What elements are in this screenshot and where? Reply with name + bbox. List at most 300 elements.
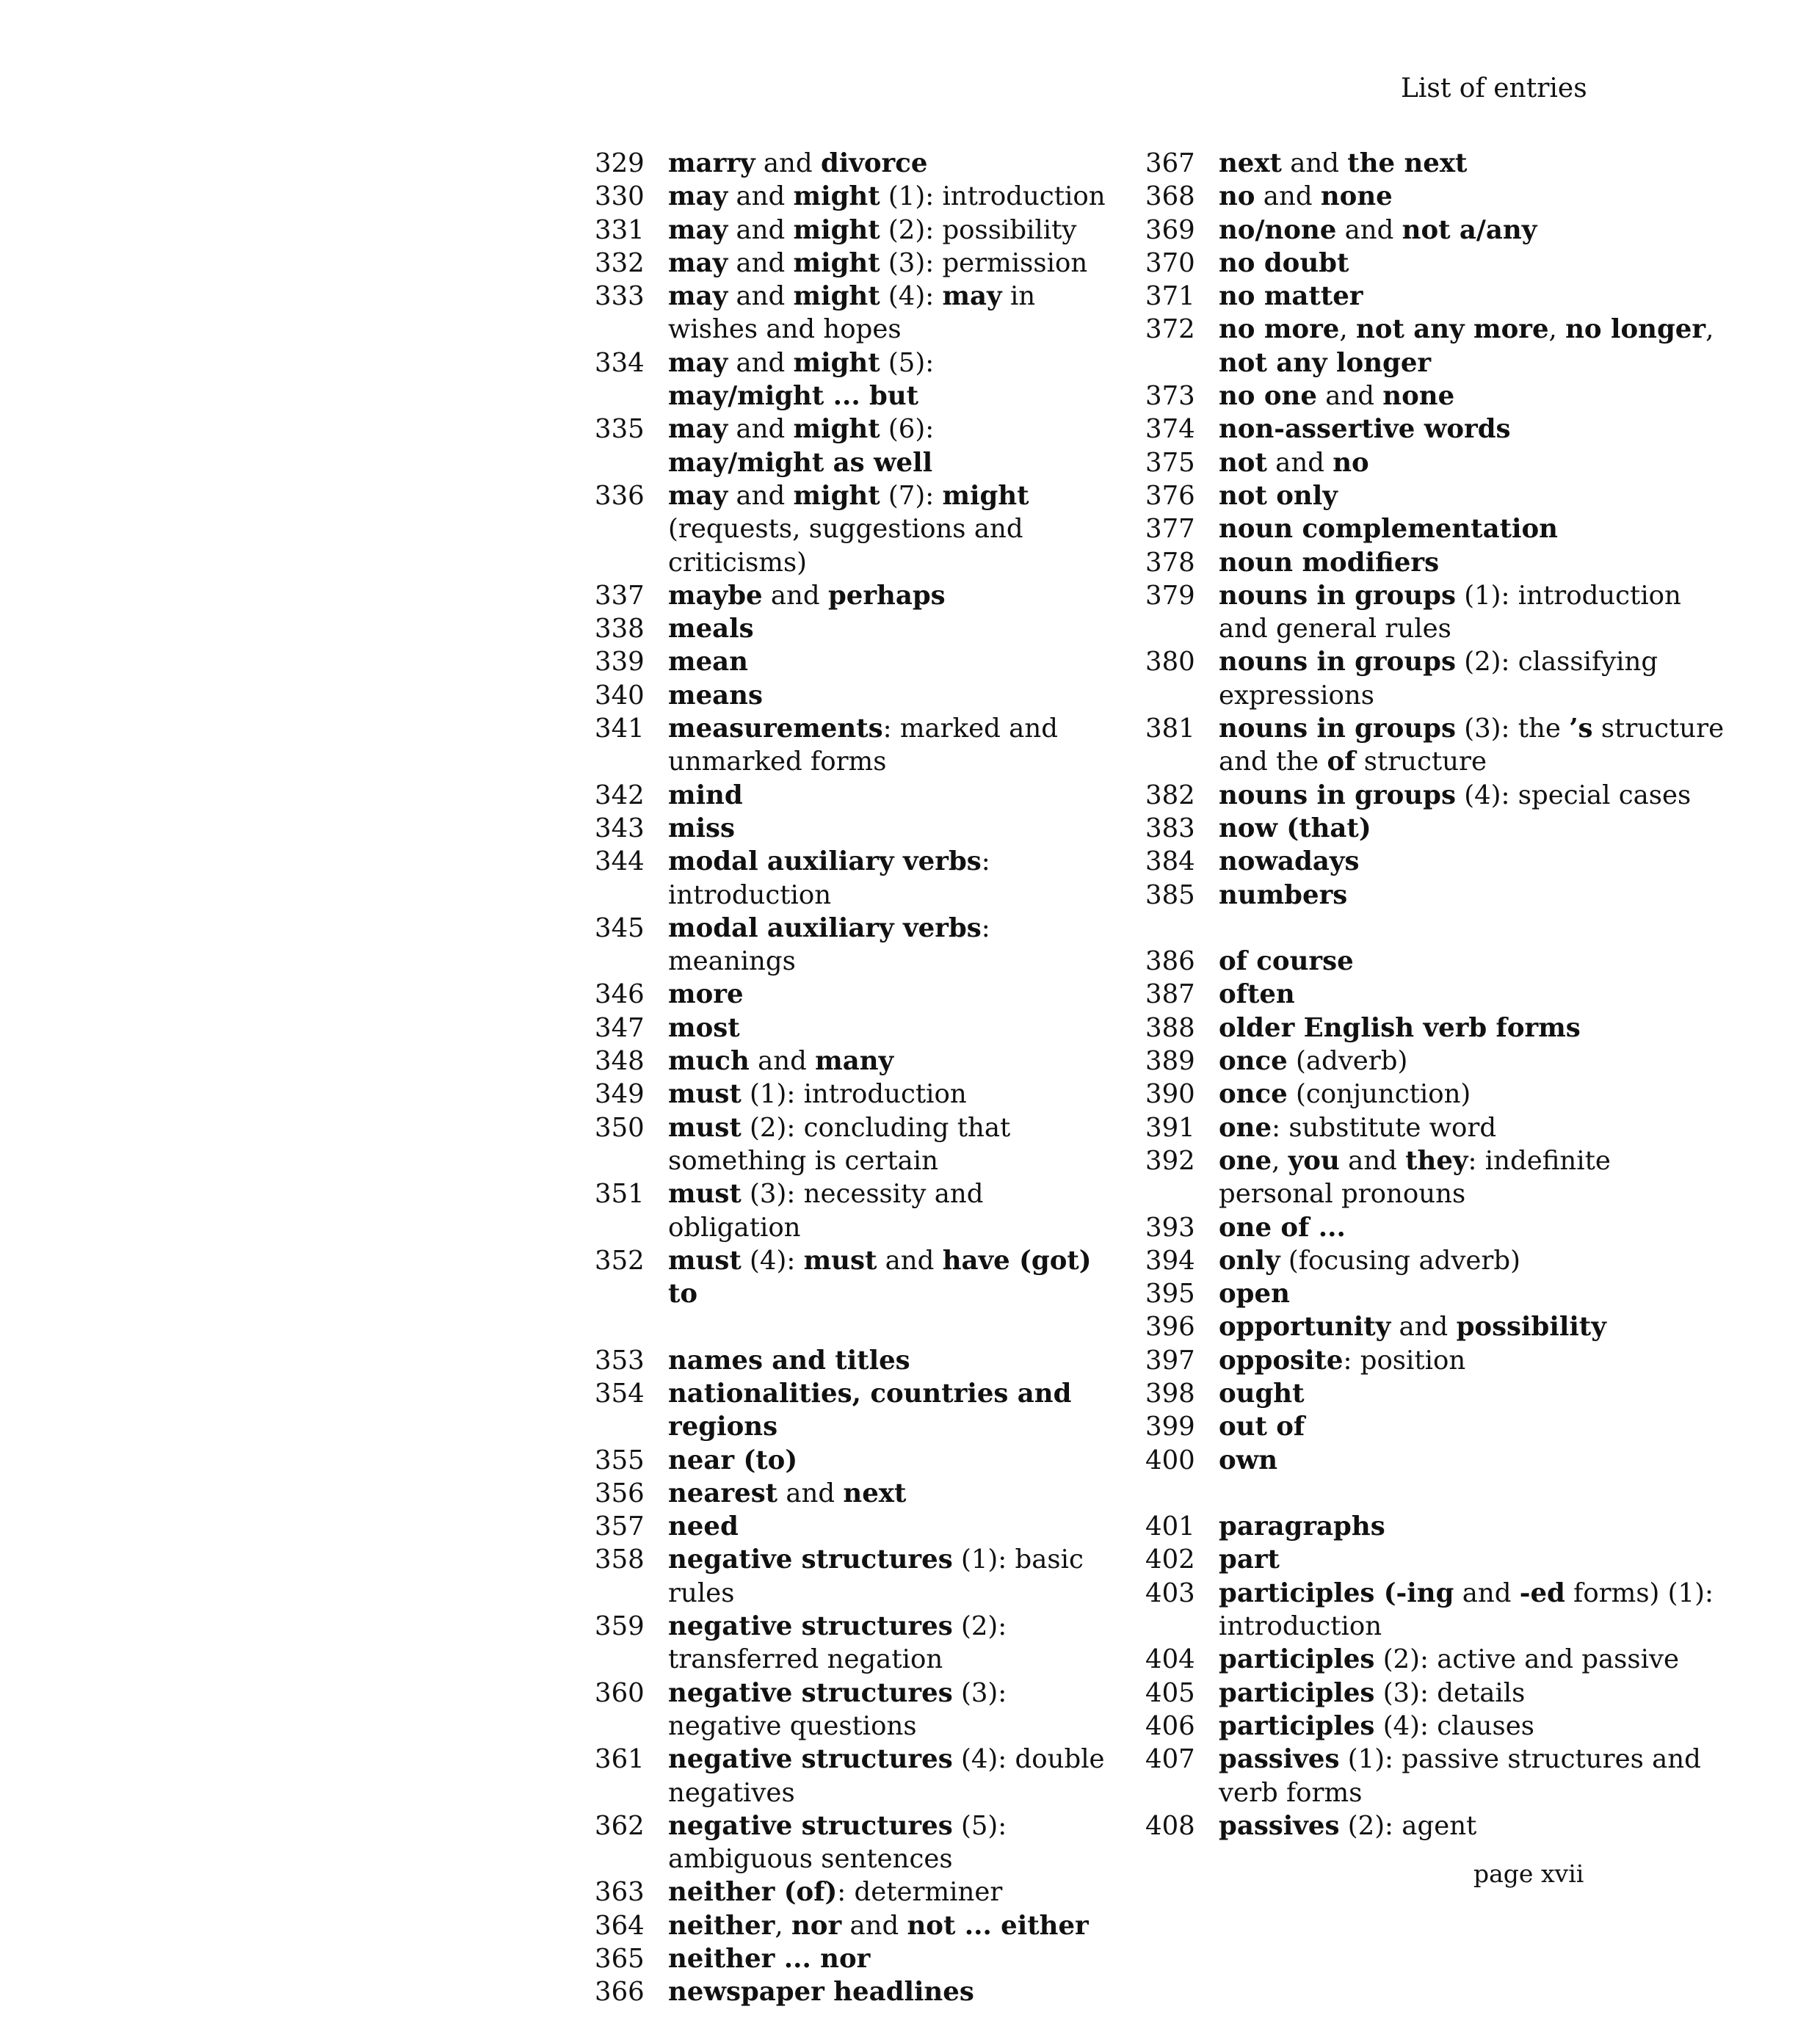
entry-keyword: need (668, 1511, 739, 1542)
entry-keyword: participles (-ing (1219, 1577, 1454, 1608)
entry-keyword: no matter (1219, 281, 1363, 312)
entry-text: and (728, 181, 794, 212)
entry-title (1219, 546, 1733, 579)
entry-row (1145, 247, 1733, 280)
entry-row (1145, 479, 1733, 512)
entry-number: 331 (595, 214, 645, 245)
entry-keyword: paragraphs (1219, 1511, 1385, 1542)
entry-row (595, 1477, 1123, 1510)
entry-keyword: nowadays (1219, 846, 1360, 877)
entry-text: and (777, 1478, 844, 1508)
entry-title (668, 645, 1123, 678)
entry-keyword: only (1219, 1245, 1280, 1276)
entry-text: (1): basic rules (668, 1544, 1084, 1608)
entry-text: (3): the (1455, 714, 1570, 744)
entry-text: (5): (880, 347, 935, 378)
entry-number: 337 (595, 580, 645, 611)
entry-title (1219, 313, 1733, 380)
entry-keyword: modal auxiliary verbs (668, 912, 982, 943)
entry-text: and (728, 414, 794, 445)
entry-keyword: no/none (1219, 214, 1337, 245)
entry-number: 346 (595, 979, 645, 1010)
entry-text: (adverb) (1287, 1046, 1408, 1077)
entry-row (595, 712, 1123, 779)
section-gap (1145, 1477, 1733, 1510)
entry-row (595, 247, 1123, 280)
entry-keyword: own (1219, 1445, 1278, 1475)
entry-number: 357 (595, 1511, 645, 1542)
entry-text: (2): transferred negation (668, 1611, 1007, 1675)
entry-keyword: might (793, 247, 880, 278)
page-header: List of entries (1401, 73, 1587, 104)
entry-text: : determiner (837, 1877, 1003, 1908)
entry-row (595, 1078, 1123, 1111)
entry-number: 368 (1145, 181, 1195, 212)
entry-number: 352 (595, 1245, 645, 1276)
entry-number: 401 (1145, 1511, 1195, 1542)
entry-row (595, 346, 1123, 413)
entry-text: (1): introduction and general rules (1219, 580, 1681, 644)
entry-keyword: might (793, 414, 880, 445)
entry-keyword: no (1333, 447, 1369, 478)
entry-number: 399 (1145, 1412, 1195, 1442)
entry-keyword: once (1219, 1046, 1288, 1077)
entry-number: 381 (1145, 714, 1195, 744)
entry-keyword: may (668, 414, 728, 445)
entry-keyword: may/might ... but (668, 381, 919, 412)
entry-number: 377 (1145, 514, 1195, 545)
entry-title (668, 1809, 1123, 1876)
entry-number: 370 (1145, 247, 1195, 278)
entry-row (1145, 1377, 1733, 1410)
entry-row (1145, 1111, 1733, 1144)
entry-keyword: one (1219, 1145, 1272, 1176)
entry-keyword: may (942, 281, 1002, 312)
entry-title (668, 247, 1123, 280)
entry-text: : meanings (668, 912, 990, 977)
entry-keyword: nationalities, countries and regions (668, 1378, 1072, 1442)
entry-title (668, 1543, 1123, 1610)
entry-keyword: nouns in groups (1219, 714, 1456, 744)
entry-title (1219, 1710, 1733, 1743)
entry-row (1145, 280, 1733, 313)
entry-number: 391 (1145, 1112, 1195, 1143)
entry-row (1145, 945, 1733, 978)
entry-number: 393 (1145, 1212, 1195, 1243)
entry-text: and (728, 214, 794, 245)
entry-number: 383 (1145, 813, 1195, 843)
entry-title (1219, 1144, 1733, 1211)
entry-keyword: nouns in groups (1219, 580, 1456, 611)
entry-row (1145, 645, 1733, 712)
entry-row (595, 1177, 1123, 1244)
entry-number: 330 (595, 181, 645, 212)
entry-number: 343 (595, 813, 645, 843)
entry-row (1145, 1045, 1733, 1078)
entry-title (668, 479, 1123, 579)
entry-number: 389 (1145, 1046, 1195, 1077)
entry-keyword: newspaper headlines (668, 1977, 974, 2008)
entry-number: 382 (1145, 780, 1195, 810)
entry-keyword: no one (1219, 381, 1317, 412)
entry-text: (3): negative questions (668, 1677, 1007, 1741)
entry-keyword: negative structures (668, 1544, 953, 1575)
entry-title (668, 1377, 1123, 1444)
entry-row (595, 812, 1123, 845)
entry-title (1219, 180, 1733, 213)
entry-title (668, 413, 1123, 479)
entry-number: 359 (595, 1611, 645, 1642)
entry-text: and (1336, 214, 1402, 245)
entry-keyword: may (668, 480, 728, 511)
entry-title (668, 845, 1123, 912)
entry-title (1219, 812, 1733, 845)
entry-keyword: part (1219, 1544, 1280, 1575)
entry-title (1219, 779, 1733, 812)
entry-keyword: most (668, 1012, 740, 1043)
entry-text: , (1339, 314, 1356, 345)
entry-number: 404 (1145, 1644, 1195, 1675)
entry-keyword: participles (1219, 1644, 1375, 1675)
entry-row (1145, 1543, 1733, 1576)
entry-title (668, 1743, 1123, 1809)
entry-keyword: out of (1219, 1412, 1305, 1442)
entry-text: : introduction (668, 846, 990, 910)
entry-number: 360 (595, 1677, 645, 1708)
entry-title (1219, 1277, 1733, 1310)
entry-row (595, 1111, 1123, 1178)
entry-title (1219, 1377, 1733, 1410)
entry-keyword: divorce (820, 148, 928, 178)
entry-row (1145, 546, 1733, 579)
entry-keyword: miss (668, 813, 736, 843)
entry-number: 406 (1145, 1710, 1195, 1741)
entry-number: 400 (1145, 1445, 1195, 1475)
entry-row (1145, 1643, 1733, 1676)
entry-title (1219, 1111, 1733, 1144)
entry-keyword: nearest (668, 1478, 778, 1508)
entry-text: (2): classifying expressions (1219, 647, 1658, 711)
entry-title (668, 214, 1123, 247)
entry-number: 375 (1145, 447, 1195, 478)
entry-keyword: must (668, 1245, 742, 1276)
entry-number: 374 (1145, 414, 1195, 445)
entry-row (595, 1876, 1123, 1909)
entry-number: 333 (595, 281, 645, 312)
entry-row (1145, 1012, 1733, 1045)
entry-row (1145, 845, 1733, 878)
entry-row (595, 579, 1123, 612)
entry-title (668, 1045, 1123, 1078)
section-gap (595, 1310, 1123, 1343)
entry-number: 390 (1145, 1079, 1195, 1110)
entry-keyword: none (1382, 381, 1455, 412)
entry-row (1145, 978, 1733, 1011)
entry-text: and (755, 148, 821, 178)
entry-title (668, 1477, 1123, 1510)
entry-number: 407 (1145, 1744, 1195, 1775)
entry-text: (4): clauses (1374, 1710, 1534, 1741)
entry-row (595, 1377, 1123, 1444)
entry-title (1219, 1743, 1733, 1809)
entry-text: in wishes and hopes (668, 281, 1036, 345)
entry-title (668, 1244, 1123, 1311)
entry-keyword: of course (1219, 946, 1354, 977)
entry-text: and (1339, 1145, 1406, 1176)
entry-text: and (1281, 148, 1348, 178)
entry-row (1145, 1677, 1733, 1710)
entry-title (1219, 845, 1733, 878)
entry-text: forms) (1): introduction (1219, 1577, 1714, 1642)
entry-number: 341 (595, 714, 645, 744)
entry-keyword: may (668, 347, 728, 378)
entry-number: 362 (595, 1810, 645, 1841)
entry-keyword: must (668, 1179, 742, 1210)
entry-title (1219, 214, 1733, 247)
entry-keyword: neither (of) (668, 1877, 838, 1908)
entry-number: 335 (595, 414, 645, 445)
entry-keyword: now (that) (1219, 813, 1371, 843)
entry-title (1219, 1809, 1733, 1842)
entry-row (1145, 512, 1733, 545)
entry-number: 338 (595, 614, 645, 644)
entry-text: and (1454, 1577, 1520, 1608)
entry-title (1219, 978, 1733, 1011)
entry-keyword: not a/any (1402, 214, 1537, 245)
entry-number: 379 (1145, 580, 1195, 611)
entry-row (1145, 1277, 1733, 1310)
entry-title (1219, 1577, 1733, 1644)
entry-keyword: not ... either (907, 1910, 1089, 1941)
entry-keyword: must (803, 1245, 877, 1276)
entry-row (1145, 1577, 1733, 1644)
entry-number: 349 (595, 1079, 645, 1110)
entry-keyword: might (793, 480, 880, 511)
entry-text: (2): possibility (880, 214, 1077, 245)
entry-keyword: of (1327, 747, 1356, 777)
entry-number: 386 (1145, 946, 1195, 977)
entry-row (595, 779, 1123, 812)
entry-title (668, 1942, 1123, 1975)
entry-title (1219, 1211, 1733, 1244)
entry-row (1145, 1144, 1733, 1211)
entry-number: 340 (595, 680, 645, 711)
entry-row (1145, 1510, 1733, 1543)
entry-row (595, 1510, 1123, 1543)
entry-row (595, 1444, 1123, 1477)
entry-title (668, 346, 1123, 413)
entry-number: 350 (595, 1112, 645, 1143)
entry-row (1145, 147, 1733, 180)
entry-title (1219, 1012, 1733, 1045)
entry-number: 336 (595, 480, 645, 511)
entry-keyword: must (668, 1112, 742, 1143)
entry-keyword: ought (1219, 1378, 1305, 1409)
entry-text: and (728, 247, 794, 278)
entry-title (668, 1344, 1123, 1377)
entry-keyword: many (815, 1046, 894, 1077)
entry-keyword: negative structures (668, 1677, 953, 1708)
entry-keyword: mind (668, 780, 743, 810)
entry-keyword: nor (791, 1910, 842, 1941)
entry-text: , (1548, 314, 1566, 345)
entry-row (1145, 879, 1733, 912)
entry-text: (conjunction) (1287, 1079, 1471, 1110)
entry-number: 371 (1145, 281, 1195, 312)
entry-keyword: no doubt (1219, 247, 1349, 278)
entry-keyword: maybe (668, 580, 763, 611)
entry-row (595, 1045, 1123, 1078)
entry-number: 356 (595, 1478, 645, 1508)
entry-title (668, 180, 1123, 213)
entry-keyword: names and titles (668, 1345, 910, 1376)
entry-row (595, 1244, 1123, 1311)
entry-title (668, 1677, 1123, 1743)
entry-keyword: may (668, 214, 728, 245)
entry-number: 380 (1145, 647, 1195, 678)
entry-title (668, 1177, 1123, 1244)
entry-number: 373 (1145, 381, 1195, 412)
entry-number: 365 (595, 1944, 645, 1975)
entry-keyword: next (1219, 148, 1282, 178)
entry-number: 332 (595, 247, 645, 278)
entry-row (595, 147, 1123, 180)
entry-keyword: might (793, 347, 880, 378)
entry-row (1145, 1444, 1733, 1477)
entry-keyword: might (793, 181, 880, 212)
entry-text: and (1316, 381, 1383, 412)
entry-row (1145, 1211, 1733, 1244)
entry-keyword: near (to) (668, 1445, 798, 1475)
entry-number: 344 (595, 846, 645, 877)
entry-keyword: negative structures (668, 1611, 953, 1642)
entry-keyword: ’s (1569, 714, 1593, 744)
entry-title (1219, 512, 1733, 545)
entry-text: : position (1343, 1345, 1466, 1376)
entry-row (595, 912, 1123, 978)
entry-text: structure and the (1219, 714, 1725, 777)
entry-title (668, 712, 1123, 779)
entry-number: 339 (595, 647, 645, 678)
entry-number: 342 (595, 780, 645, 810)
entry-title (1219, 1310, 1733, 1343)
entry-text: (3): details (1374, 1677, 1526, 1708)
entry-title (1219, 380, 1733, 413)
entry-text: : indefinite personal pronouns (1219, 1145, 1611, 1210)
entry-keyword: more (668, 979, 744, 1010)
entry-title (668, 1078, 1123, 1111)
entry-keyword: perhaps (827, 580, 946, 611)
entry-title (1219, 247, 1733, 280)
entry-keyword: not only (1219, 480, 1338, 511)
entry-title (668, 679, 1123, 712)
entry-keyword: no more (1219, 314, 1340, 345)
entry-text: (3): necessity and obligation (668, 1179, 984, 1243)
entry-row (1145, 1809, 1733, 1842)
entry-row (1145, 1344, 1733, 1377)
entry-keyword: participles (1219, 1710, 1375, 1741)
entries-column-left (595, 147, 1123, 2009)
entry-text: (4): (880, 281, 943, 312)
entry-keyword: much (668, 1046, 750, 1077)
entry-text: and (877, 1245, 943, 1276)
entry-number: 354 (595, 1378, 645, 1409)
entry-number: 355 (595, 1445, 645, 1475)
entry-text: : marked and unmarked forms (668, 714, 1058, 777)
entry-row (595, 978, 1123, 1011)
entry-keyword: might (793, 214, 880, 245)
entry-keyword: passives (1219, 1744, 1340, 1775)
entry-title (1219, 446, 1733, 479)
entry-keyword: may/might as well (668, 447, 933, 478)
entry-keyword: neither ... nor (668, 1944, 871, 1975)
entry-text: (3): permission (880, 247, 1088, 278)
entry-keyword: open (1219, 1279, 1290, 1310)
entry-row (595, 1809, 1123, 1876)
entry-text: (1): introduction (741, 1079, 967, 1110)
entry-keyword: may (668, 247, 728, 278)
entry-keyword: older English verb forms (1219, 1012, 1581, 1043)
entry-keyword: no (1219, 181, 1255, 212)
entry-title (1219, 579, 1733, 646)
entry-title (1219, 1444, 1733, 1477)
entry-row (1145, 446, 1733, 479)
entry-title (1219, 879, 1733, 912)
entry-row (1145, 712, 1733, 779)
entry-keyword: may (668, 281, 728, 312)
entry-text: and (728, 347, 794, 378)
entry-text: (5): ambiguous sentences (668, 1810, 1007, 1875)
entry-number: 363 (595, 1877, 645, 1908)
entry-row (1145, 1078, 1733, 1111)
entry-number: 392 (1145, 1145, 1195, 1176)
entry-number: 366 (595, 1977, 645, 2008)
entry-title (1219, 147, 1733, 180)
entry-row (595, 679, 1123, 712)
entry-keyword: one of ... (1219, 1212, 1346, 1243)
entry-number: 403 (1145, 1577, 1195, 1608)
entry-text: (requests, suggestions and criticisms) (668, 514, 1023, 578)
entry-keyword: participles (1219, 1677, 1375, 1708)
entry-number: 353 (595, 1345, 645, 1376)
entry-keyword: opposite (1219, 1345, 1344, 1376)
entry-keyword: marry (668, 148, 755, 178)
entry-title (668, 1510, 1123, 1543)
entry-keyword: must (668, 1079, 742, 1110)
entry-number: 369 (1145, 214, 1195, 245)
entry-number: 387 (1145, 979, 1195, 1010)
entry-keyword: nouns in groups (1219, 647, 1456, 678)
entry-keyword: you (1288, 1145, 1340, 1176)
entry-keyword: the next (1347, 148, 1468, 178)
entry-text: , (775, 1910, 791, 1941)
entry-title (1219, 1078, 1733, 1111)
entry-keyword: non-assertive words (1219, 414, 1511, 445)
entry-row (1145, 812, 1733, 845)
entry-text: (1): introduction (880, 181, 1106, 212)
entry-title (668, 779, 1123, 812)
entry-number: 385 (1145, 879, 1195, 910)
entry-row (595, 645, 1123, 678)
entry-title (668, 1975, 1123, 2008)
entry-title (1219, 1643, 1733, 1676)
entry-row (1145, 180, 1733, 213)
entry-keyword: once (1219, 1079, 1288, 1110)
entry-keyword: neither (668, 1910, 775, 1941)
entry-keyword: one (1219, 1112, 1272, 1143)
entry-keyword: they (1405, 1145, 1468, 1176)
entry-keyword: meals (668, 614, 754, 644)
